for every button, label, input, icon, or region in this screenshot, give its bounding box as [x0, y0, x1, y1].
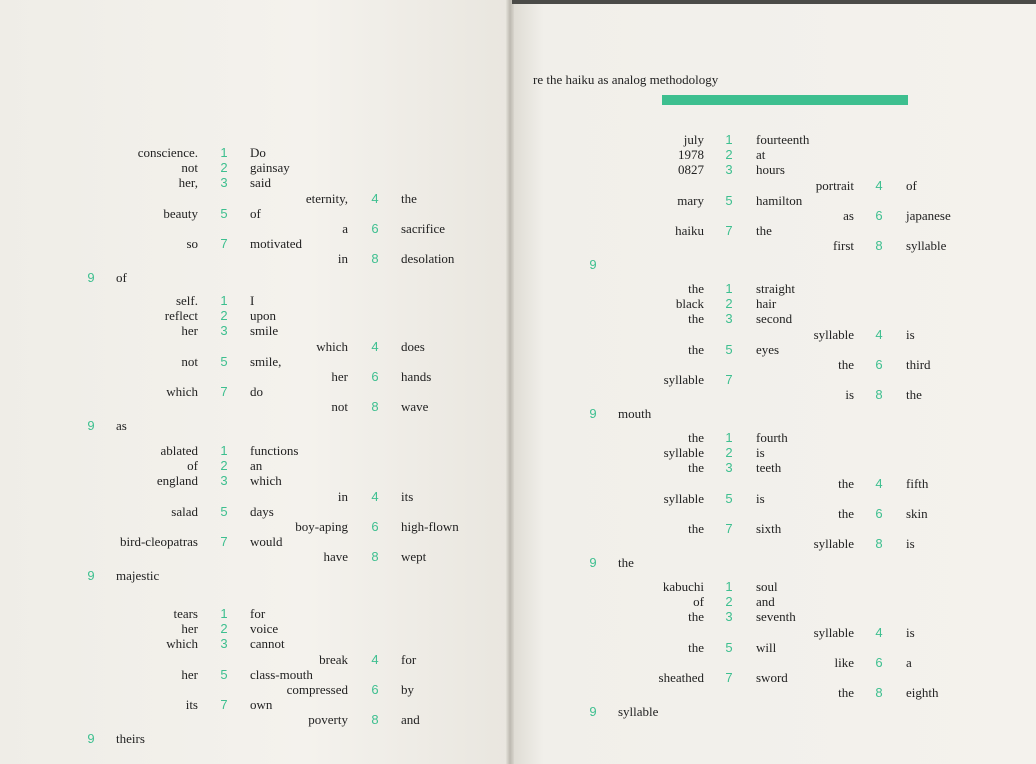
syllable-number: 5	[220, 667, 228, 682]
word-before: its	[185, 697, 198, 712]
syllable-number: 8	[875, 685, 883, 700]
number-9: 9	[589, 704, 597, 719]
word-before: portrait	[815, 178, 854, 193]
word-after: is	[756, 445, 765, 460]
word-before: syllable	[813, 625, 854, 640]
word-after: smile	[250, 323, 279, 338]
word-after: days	[250, 504, 274, 519]
syllable-number: 4	[371, 191, 379, 206]
syllable-number: 6	[371, 519, 379, 534]
word-after: of	[250, 206, 261, 221]
word-before: england	[156, 473, 198, 488]
syllable-number: 2	[220, 160, 228, 175]
syllable-number: 6	[875, 357, 883, 372]
word-after: fourth	[756, 430, 788, 445]
syllable-number: 7	[220, 384, 228, 399]
syllable-number: 1	[220, 145, 228, 160]
number-9: 9	[589, 257, 597, 272]
word-before: conscience.	[137, 145, 198, 160]
syllable-number: 6	[371, 369, 379, 384]
syllable-number: 3	[725, 311, 733, 326]
word-before: the	[838, 506, 854, 521]
word-after: teeth	[756, 460, 782, 475]
line-word: theirs	[116, 731, 145, 746]
syllable-number: 7	[220, 534, 228, 549]
word-after: eighth	[906, 685, 939, 700]
header-accent-bar	[662, 95, 908, 105]
word-after: cannot	[250, 636, 285, 651]
word-before: which	[166, 636, 198, 651]
word-after: its	[401, 489, 414, 504]
syllable-number: 8	[371, 712, 379, 727]
word-before: of	[187, 458, 198, 473]
word-after: hamilton	[756, 193, 803, 208]
word-before: boy-aping	[295, 519, 348, 534]
page-header: re the haiku as analog methodology	[533, 72, 719, 87]
syllable-number: 2	[220, 621, 228, 636]
word-after: the	[401, 191, 417, 206]
word-after: motivated	[250, 236, 302, 251]
word-after: will	[756, 640, 777, 655]
syllable-number: 2	[725, 296, 733, 311]
word-before: july	[683, 132, 704, 147]
word-before: compressed	[286, 682, 348, 697]
syllable-number: 5	[725, 193, 733, 208]
word-after: smile,	[250, 354, 282, 369]
word-after: the	[906, 387, 922, 402]
word-after: eyes	[756, 342, 780, 357]
syllable-number: 3	[220, 636, 228, 651]
word-after: high-flown	[401, 519, 459, 534]
word-before: poverty	[308, 712, 348, 727]
syllable-number: 1	[725, 281, 733, 296]
word-after: hours	[756, 162, 785, 177]
word-before: her,	[178, 175, 198, 190]
syllable-number: 5	[220, 354, 228, 369]
word-before: the	[838, 357, 854, 372]
word-before: the	[688, 281, 704, 296]
word-before: mary	[677, 193, 704, 208]
word-after: seventh	[756, 609, 796, 624]
word-after: do	[250, 384, 263, 399]
syllable-number: 6	[371, 682, 379, 697]
syllable-number: 4	[875, 476, 883, 491]
syllable-number: 8	[371, 251, 379, 266]
syllable-number: 2	[220, 308, 228, 323]
line-word: majestic	[116, 568, 160, 583]
word-after: skin	[906, 506, 928, 521]
word-after: at	[756, 147, 766, 162]
word-before: not	[331, 399, 348, 414]
syllable-number: 2	[725, 445, 733, 460]
word-before: a	[342, 221, 348, 236]
word-after: upon	[250, 308, 276, 323]
syllable-number: 7	[220, 236, 228, 251]
word-before: which	[316, 339, 348, 354]
word-before: 1978	[678, 147, 704, 162]
word-before: in	[337, 489, 348, 504]
syllable-number: 5	[725, 491, 733, 506]
word-before: is	[845, 387, 854, 402]
line-word: the	[618, 555, 634, 570]
line-word: syllable	[618, 704, 659, 719]
word-after: voice	[250, 621, 279, 636]
word-after: fifth	[906, 476, 929, 491]
word-before: salad	[171, 504, 198, 519]
number-9: 9	[589, 406, 597, 421]
word-before: the	[688, 342, 704, 357]
word-before: not	[181, 354, 198, 369]
syllable-number: 2	[725, 594, 733, 609]
word-before: as	[843, 208, 854, 223]
number-9: 9	[87, 731, 95, 746]
word-before: have	[323, 549, 348, 564]
word-after: an	[250, 458, 263, 473]
syllable-number: 7	[725, 223, 733, 238]
word-before: 0827	[678, 162, 704, 177]
word-after: japanese	[906, 208, 951, 223]
word-before: eternity,	[305, 191, 348, 206]
word-before: the	[688, 609, 704, 624]
syllable-number: 4	[875, 327, 883, 342]
syllable-number: 3	[220, 323, 228, 338]
word-before: self.	[175, 293, 198, 308]
word-after: second	[756, 311, 793, 326]
word-before: the	[688, 460, 704, 475]
word-before: her	[181, 323, 198, 338]
word-before: break	[319, 652, 348, 667]
word-before: the	[838, 476, 854, 491]
syllable-number: 3	[725, 460, 733, 475]
word-after: sixth	[756, 521, 782, 536]
syllable-number: 5	[220, 206, 228, 221]
syllable-number: 8	[875, 536, 883, 551]
word-after: the	[756, 223, 772, 238]
syllable-number: 2	[725, 147, 733, 162]
syllable-number: 1	[220, 443, 228, 458]
page-edge-shadow	[512, 0, 1036, 4]
word-after: functions	[250, 443, 299, 458]
word-before: like	[834, 655, 854, 670]
word-before: kabuchi	[662, 579, 704, 594]
syllable-number: 2	[220, 458, 228, 473]
word-before: syllable	[813, 327, 854, 342]
number-9: 9	[589, 555, 597, 570]
word-after: wave	[401, 399, 429, 414]
syllable-number: 3	[725, 609, 733, 624]
word-before: syllable	[813, 536, 854, 551]
syllable-number: 4	[875, 178, 883, 193]
word-before: syllable	[663, 445, 704, 460]
word-after: straight	[756, 281, 795, 296]
word-after: hands	[401, 369, 432, 384]
syllable-number: 3	[725, 162, 733, 177]
word-after: and	[756, 594, 775, 609]
syllable-number: 4	[371, 489, 379, 504]
line-word: mouth	[618, 406, 652, 421]
word-after: Do	[250, 145, 266, 160]
word-after: own	[250, 697, 273, 712]
word-after: wept	[401, 549, 427, 564]
syllable-number: 6	[875, 655, 883, 670]
word-after: syllable	[906, 238, 947, 253]
word-after: for	[250, 606, 266, 621]
word-before: the	[688, 311, 704, 326]
word-after: desolation	[401, 251, 455, 266]
word-before: bird-cleopatras	[120, 534, 198, 549]
word-after: soul	[756, 579, 778, 594]
word-after: does	[401, 339, 425, 354]
word-before: syllable	[663, 372, 704, 387]
word-before: of	[693, 594, 704, 609]
word-before: not	[181, 160, 198, 175]
syllable-number: 5	[725, 640, 733, 655]
word-after: is	[756, 491, 765, 506]
number-9: 9	[87, 270, 95, 285]
syllable-number: 4	[371, 339, 379, 354]
syllable-number: 1	[220, 606, 228, 621]
word-after: for	[401, 652, 417, 667]
word-before: black	[675, 296, 704, 311]
word-before: which	[166, 384, 198, 399]
syllable-number: 3	[220, 175, 228, 190]
word-before: in	[337, 251, 348, 266]
word-before: the	[688, 521, 704, 536]
number-9: 9	[87, 568, 95, 583]
syllable-number: 1	[725, 430, 733, 445]
syllable-number: 6	[875, 506, 883, 521]
word-after: by	[401, 682, 414, 697]
word-before: her	[181, 667, 198, 682]
word-before: beauty	[163, 206, 198, 221]
word-after: which	[250, 473, 282, 488]
syllable-number: 5	[725, 342, 733, 357]
word-after: gainsay	[250, 160, 290, 175]
syllable-number: 7	[725, 372, 733, 387]
word-before: so	[186, 236, 198, 251]
word-before: first	[833, 238, 854, 253]
syllable-number: 7	[220, 697, 228, 712]
word-after: sword	[756, 670, 788, 685]
word-before: the	[688, 640, 704, 655]
word-after: said	[250, 175, 271, 190]
line-word: of	[116, 270, 127, 285]
word-before: syllable	[663, 491, 704, 506]
syllable-number: 8	[875, 387, 883, 402]
syllable-number: 5	[220, 504, 228, 519]
word-after: and	[401, 712, 420, 727]
syllable-number: 6	[371, 221, 379, 236]
word-after: would	[250, 534, 283, 549]
word-after: sacrifice	[401, 221, 446, 236]
syllable-number: 1	[725, 579, 733, 594]
word-before: ablated	[160, 443, 198, 458]
number-9: 9	[87, 418, 95, 433]
word-after: is	[906, 536, 915, 551]
word-before: haiku	[675, 223, 704, 238]
word-after: of	[906, 178, 917, 193]
word-before: the	[688, 430, 704, 445]
word-after: third	[906, 357, 931, 372]
word-before: reflect	[164, 308, 198, 323]
word-after: class-mouth	[250, 667, 313, 682]
syllable-number: 7	[725, 670, 733, 685]
word-after: fourteenth	[756, 132, 810, 147]
word-before: the	[838, 685, 854, 700]
word-before: sheathed	[658, 670, 704, 685]
word-after: is	[906, 625, 915, 640]
word-after: I	[250, 293, 255, 308]
line-word: as	[116, 418, 127, 433]
word-after: hair	[756, 296, 777, 311]
word-after: is	[906, 327, 915, 342]
word-before: her	[181, 621, 198, 636]
syllable-number: 3	[220, 473, 228, 488]
book-gutter	[506, 0, 514, 764]
syllable-number: 4	[371, 652, 379, 667]
syllable-number: 8	[875, 238, 883, 253]
syllable-number: 8	[371, 399, 379, 414]
syllable-number: 1	[725, 132, 733, 147]
syllable-number: 7	[725, 521, 733, 536]
syllable-number: 1	[220, 293, 228, 308]
word-before: her	[331, 369, 348, 384]
word-after: a	[906, 655, 912, 670]
syllable-number: 4	[875, 625, 883, 640]
syllable-number: 6	[875, 208, 883, 223]
word-before: tears	[173, 606, 198, 621]
syllable-number: 8	[371, 549, 379, 564]
